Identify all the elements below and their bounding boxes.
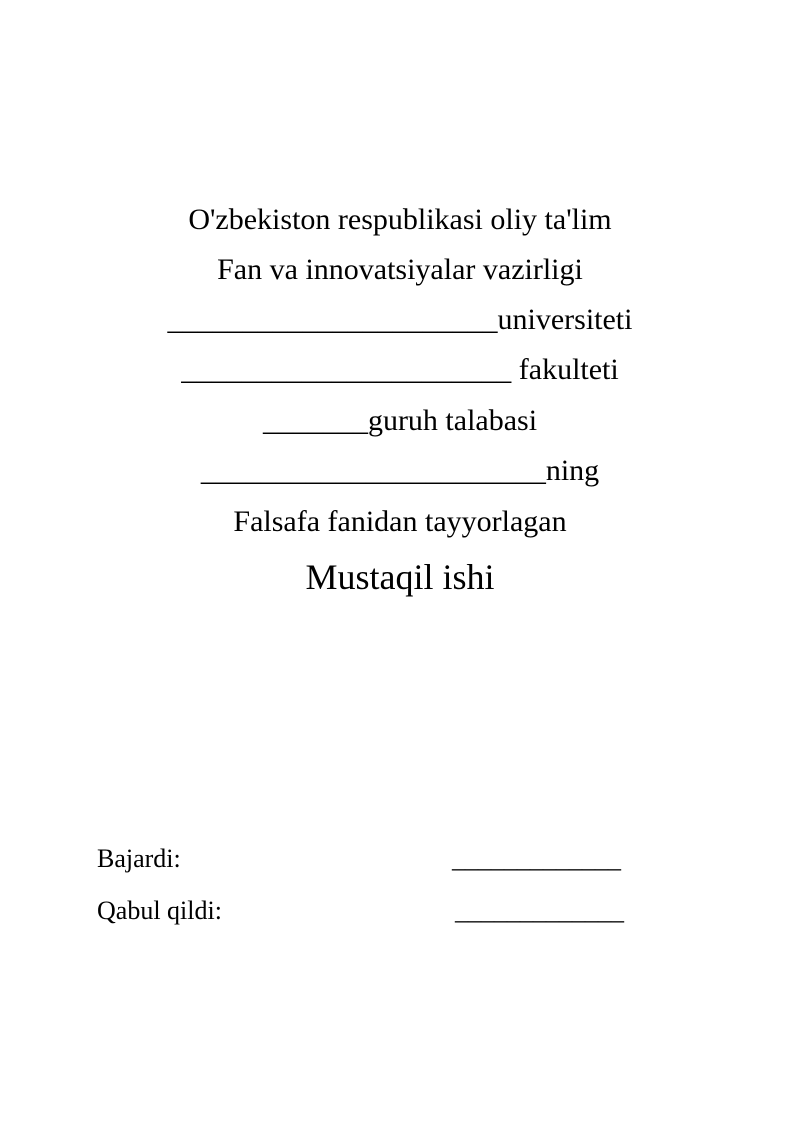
ministry-line-2: Fan va innovatsiyalar vazirligi: [217, 253, 583, 286]
accepted-by-label: Qabul qildi:: [97, 896, 222, 925]
document-title: Mustaqil ishi: [305, 557, 495, 597]
accepted-by-blank: _____________: [455, 896, 624, 925]
subject-line: Falsafa fanidan tayyorlagan: [233, 505, 567, 538]
group-line: _______guruh talabasi: [262, 404, 538, 437]
performed-by-label: Bajardi:: [97, 844, 181, 873]
university-line: ______________________universiteti: [167, 303, 633, 336]
ministry-line-1: O'zbekiston respublikasi oliy ta'lim: [188, 203, 612, 236]
performed-by-blank: _____________: [452, 844, 621, 873]
faculty-line: ______________________ fakulteti: [181, 353, 619, 386]
student-name-line: _______________________ning: [200, 454, 600, 487]
